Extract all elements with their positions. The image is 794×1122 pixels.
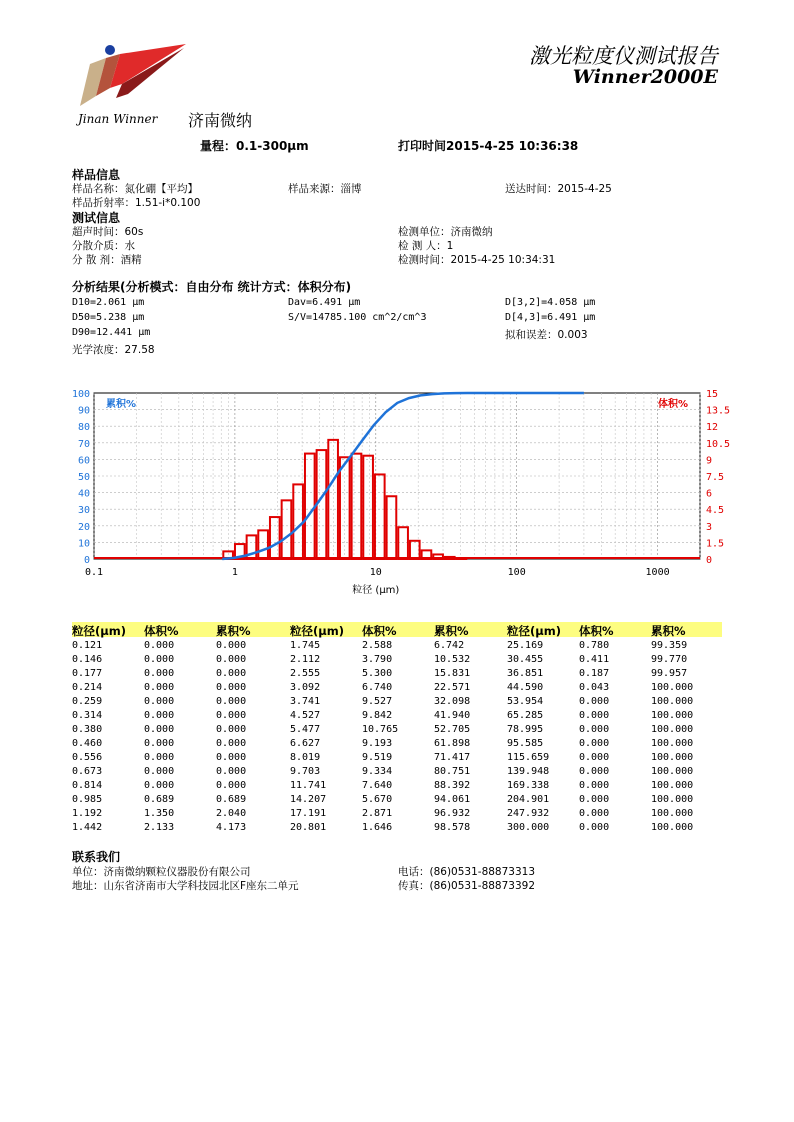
table-cell: 9.703 (290, 766, 321, 777)
table-cell: 0.000 (579, 724, 610, 735)
table-cell: 1.745 (290, 640, 321, 651)
table-cell: 0.000 (144, 724, 175, 735)
table-cell: 100.000 (651, 752, 694, 763)
table-cell: 15.831 (434, 668, 471, 679)
table-cell: 0.000 (216, 724, 247, 735)
table-cell: 0.000 (579, 710, 610, 721)
table-cell: 0.000 (579, 808, 610, 819)
table-cell: 2.112 (290, 654, 321, 665)
table-cell: 0.411 (579, 654, 610, 665)
d50-value: D50=5.238 μm (72, 312, 145, 323)
table-cell: 100.000 (651, 710, 694, 721)
company-phone: 电话：(86)0531-88873313 (398, 866, 536, 878)
table-cell: 99.957 (651, 668, 688, 679)
measure-range: 量程：0.1-300μm (200, 139, 309, 153)
table-cell: 100.000 (651, 794, 694, 805)
d43-value: D[4,3]=6.491 μm (505, 312, 596, 323)
d90-value: D90=12.441 μm (72, 327, 151, 338)
table-cell: 0.673 (72, 766, 103, 777)
table-cell: 4.173 (216, 822, 247, 833)
table-cell: 0.146 (72, 654, 103, 665)
table-cell: 100.000 (651, 808, 694, 819)
right-tick-label: 0 (706, 555, 713, 566)
table-cell: 0.000 (579, 794, 610, 805)
table-cell: 11.741 (290, 780, 327, 791)
table-cell: 0.314 (72, 710, 103, 721)
table-cell: 1.192 (72, 808, 103, 819)
x-axis-label: 粒径 (μm) (352, 585, 400, 596)
sample-refractive: 样品折射率：1.51-i*0.100 (72, 197, 201, 209)
table-cell: 0.000 (579, 738, 610, 749)
table-cell: 0.380 (72, 724, 103, 735)
left-tick-label: 0 (83, 555, 90, 566)
model-name: Winner2000E (572, 66, 718, 88)
table-cell: 0.000 (216, 668, 247, 679)
table-cell: 25.169 (507, 640, 544, 651)
left-tick-label: 30 (77, 505, 90, 517)
table-cell: 0.556 (72, 752, 103, 763)
table-cell: 0.259 (72, 696, 103, 707)
report-title: 激光粒度仪测试报告 (529, 44, 718, 68)
right-tick-label: 13.5 (706, 405, 731, 417)
table-cell: 0.000 (579, 752, 610, 763)
right-tick-label: 4.5 (706, 505, 725, 517)
table-cell: 94.061 (434, 794, 471, 805)
table-cell: 139.948 (507, 766, 550, 777)
table-cell: 0.000 (144, 640, 175, 651)
table-cell: 5.300 (362, 668, 393, 679)
table-header-cell: 粒径(μm) (290, 624, 344, 638)
table-cell: 17.191 (290, 808, 327, 819)
table-cell: 0.814 (72, 780, 103, 791)
right-tick-label: 9 (706, 455, 713, 467)
table-cell: 9.842 (362, 710, 393, 721)
table-cell: 204.901 (507, 794, 550, 805)
left-tick-label: 60 (77, 455, 90, 467)
sample-name: 样品名称：氮化硼【平均】 (72, 183, 198, 195)
table-cell: 0.000 (216, 738, 247, 749)
left-tick-label: 90 (77, 405, 90, 417)
table-cell: 247.932 (507, 808, 550, 819)
table-cell: 30.455 (507, 654, 544, 665)
dispersant: 分 散 剂：酒精 (72, 254, 142, 266)
table-header-cell: 累积% (434, 624, 469, 638)
print-time: 打印时间2015-4-25 10:36:38 (398, 139, 579, 153)
left-axis-label: 累积% (106, 399, 137, 410)
table-cell: 0.780 (579, 640, 610, 651)
table-cell: 0.000 (216, 640, 247, 651)
table-header-cell: 体积% (362, 624, 397, 638)
right-tick-label: 15 (706, 389, 719, 400)
x-tick-label: 0.1 (84, 567, 104, 578)
table-cell: 99.770 (651, 654, 688, 665)
table-cell: 100.000 (651, 822, 694, 833)
test-heading: 测试信息 (72, 211, 121, 225)
table-cell: 36.851 (507, 668, 544, 679)
table-cell: 0.000 (216, 780, 247, 791)
table-header-cell: 累积% (651, 624, 686, 638)
table-cell: 0.000 (144, 780, 175, 791)
x-tick-label: 1 (231, 567, 238, 578)
table-cell: 20.801 (290, 822, 327, 833)
left-tick-label: 50 (77, 472, 90, 483)
table-cell: 0.121 (72, 640, 103, 651)
company-fax: 传真：(86)0531-88873392 (398, 880, 536, 892)
table-cell: 8.019 (290, 752, 321, 763)
left-tick-label: 100 (71, 389, 90, 400)
left-tick-label: 10 (77, 538, 90, 550)
table-cell: 0.000 (216, 766, 247, 777)
table-cell: 2.555 (290, 668, 321, 679)
table-cell: 7.640 (362, 780, 393, 791)
table-cell: 2.040 (216, 808, 247, 819)
company-logo (76, 40, 186, 112)
sample-heading: 样品信息 (72, 168, 121, 182)
table-cell: 0.000 (579, 696, 610, 707)
left-tick-label: 70 (77, 438, 90, 450)
table-header-cell: 累积% (216, 624, 251, 638)
table-cell: 100.000 (651, 696, 694, 707)
table-cell: 65.285 (507, 710, 544, 721)
table-cell: 2.133 (144, 822, 175, 833)
sample-sent-time: 送达时间：2015-4-25 (505, 183, 612, 195)
table-cell: 1.646 (362, 822, 393, 833)
fit-error: 拟和误差：0.003 (505, 329, 588, 341)
table-cell: 100.000 (651, 738, 694, 749)
right-tick-label: 7.5 (706, 472, 725, 483)
table-cell: 52.705 (434, 724, 471, 735)
ultrasound-time: 超声时间：60s (72, 226, 144, 238)
right-axis-label: 体积% (658, 399, 689, 410)
table-cell: 1.442 (72, 822, 103, 833)
table-cell: 10.532 (434, 654, 471, 665)
table-cell: 0.214 (72, 682, 103, 693)
brand-chinese: 济南微纳 (188, 111, 253, 130)
table-cell: 100.000 (651, 780, 694, 791)
company-name: 单位：济南微纳颗粒仪器股份有限公司 (72, 866, 251, 878)
table-cell: 9.334 (362, 766, 393, 777)
table-cell: 100.000 (651, 724, 694, 735)
table-cell: 2.588 (362, 640, 393, 651)
table-cell: 169.338 (507, 780, 550, 791)
table-cell: 0.000 (216, 752, 247, 763)
right-tick-label: 10.5 (706, 438, 731, 450)
table-cell: 9.519 (362, 752, 393, 763)
table-cell: 95.585 (507, 738, 544, 749)
results-heading: 分析结果(分析模式：自由分布 统计方式：体积分布) (72, 280, 352, 294)
table-cell: 96.932 (434, 808, 471, 819)
table-cell: 14.207 (290, 794, 327, 805)
table-cell: 300.000 (507, 822, 550, 833)
tester: 检 测 人：1 (398, 240, 454, 252)
test-time: 检测时间：2015-4-25 10:34:31 (398, 254, 556, 266)
table-cell: 0.187 (579, 668, 610, 679)
table-cell: 2.871 (362, 808, 393, 819)
contact-heading: 联系我们 (72, 850, 121, 864)
optical-concentration: 光学浓度：27.58 (72, 344, 155, 356)
sv-value: S/V=14785.100 cm^2/cm^3 (288, 312, 427, 323)
left-tick-label: 80 (77, 422, 90, 434)
table-cell: 0.000 (144, 766, 175, 777)
table-cell: 0.000 (144, 738, 175, 749)
disperse-medium: 分散介质：水 (72, 240, 135, 252)
table-cell: 4.527 (290, 710, 321, 721)
table-cell: 44.590 (507, 682, 544, 693)
table-cell: 53.954 (507, 696, 544, 707)
d32-value: D[3,2]=4.058 μm (505, 297, 596, 308)
table-cell: 0.000 (144, 682, 175, 693)
table-cell: 6.627 (290, 738, 321, 749)
table-cell: 5.670 (362, 794, 393, 805)
table-cell: 0.985 (72, 794, 103, 805)
right-tick-label: 1.5 (706, 538, 725, 550)
table-header-cell: 粒径(μm) (507, 624, 561, 638)
x-tick-label: 10 (369, 567, 382, 578)
company-address: 地址：山东省济南市大学科技园北区F座东二单元 (72, 880, 299, 892)
table-cell: 9.193 (362, 738, 393, 749)
table-cell: 78.995 (507, 724, 544, 735)
table-cell: 0.043 (579, 682, 610, 693)
particle-size-chart (60, 380, 760, 600)
table-cell: 71.417 (434, 752, 471, 763)
table-header-cell: 粒径(μm) (72, 624, 126, 638)
table-cell: 9.527 (362, 696, 393, 707)
table-cell: 0.000 (579, 822, 610, 833)
brand-english: Jinan Winner (78, 112, 158, 126)
x-tick-label: 1000 (645, 567, 670, 578)
table-cell: 0.000 (216, 710, 247, 721)
table-cell: 6.742 (434, 640, 465, 651)
right-tick-label: 3 (706, 521, 713, 533)
table-cell: 88.392 (434, 780, 471, 791)
right-tick-label: 12 (706, 422, 719, 434)
table-cell: 0.000 (579, 766, 610, 777)
table-cell: 0.000 (144, 752, 175, 763)
table-cell: 115.659 (507, 752, 550, 763)
table-cell: 100.000 (651, 766, 694, 777)
table-cell: 80.751 (434, 766, 471, 777)
table-cell: 0.460 (72, 738, 103, 749)
table-cell: 5.477 (290, 724, 321, 735)
table-header-cell: 体积% (144, 624, 179, 638)
table-cell: 3.092 (290, 682, 321, 693)
table-cell: 0.000 (144, 696, 175, 707)
table-cell: 6.740 (362, 682, 393, 693)
table-cell: 22.571 (434, 682, 471, 693)
test-unit: 检测单位：济南微纳 (398, 226, 493, 238)
table-cell: 3.741 (290, 696, 321, 707)
table-cell: 3.790 (362, 654, 393, 665)
table-cell: 0.000 (144, 710, 175, 721)
table-cell: 0.000 (216, 682, 247, 693)
sample-source: 样品来源：淄博 (288, 183, 362, 195)
table-cell: 0.000 (144, 654, 175, 665)
table-cell: 99.359 (651, 640, 688, 651)
table-cell: 0.689 (216, 794, 247, 805)
table-cell: 32.098 (434, 696, 471, 707)
table-cell: 10.765 (362, 724, 399, 735)
table-cell: 0.000 (144, 668, 175, 679)
d10-value: D10=2.061 μm (72, 297, 145, 308)
table-cell: 0.000 (579, 780, 610, 791)
x-tick-label: 100 (507, 567, 526, 578)
right-tick-label: 6 (706, 488, 713, 500)
left-tick-label: 20 (77, 521, 90, 533)
table-cell: 1.350 (144, 808, 175, 819)
table-cell: 0.000 (216, 696, 247, 707)
table-cell: 61.898 (434, 738, 471, 749)
table-cell: 0.000 (216, 654, 247, 665)
table-cell: 100.000 (651, 682, 694, 693)
left-tick-label: 40 (77, 488, 90, 500)
table-cell: 0.689 (144, 794, 175, 805)
table-cell: 0.177 (72, 668, 103, 679)
table-header-cell: 体积% (579, 624, 614, 638)
table-cell: 41.940 (434, 710, 471, 721)
table-cell: 98.578 (434, 822, 471, 833)
dav-value: Dav=6.491 μm (288, 297, 361, 308)
